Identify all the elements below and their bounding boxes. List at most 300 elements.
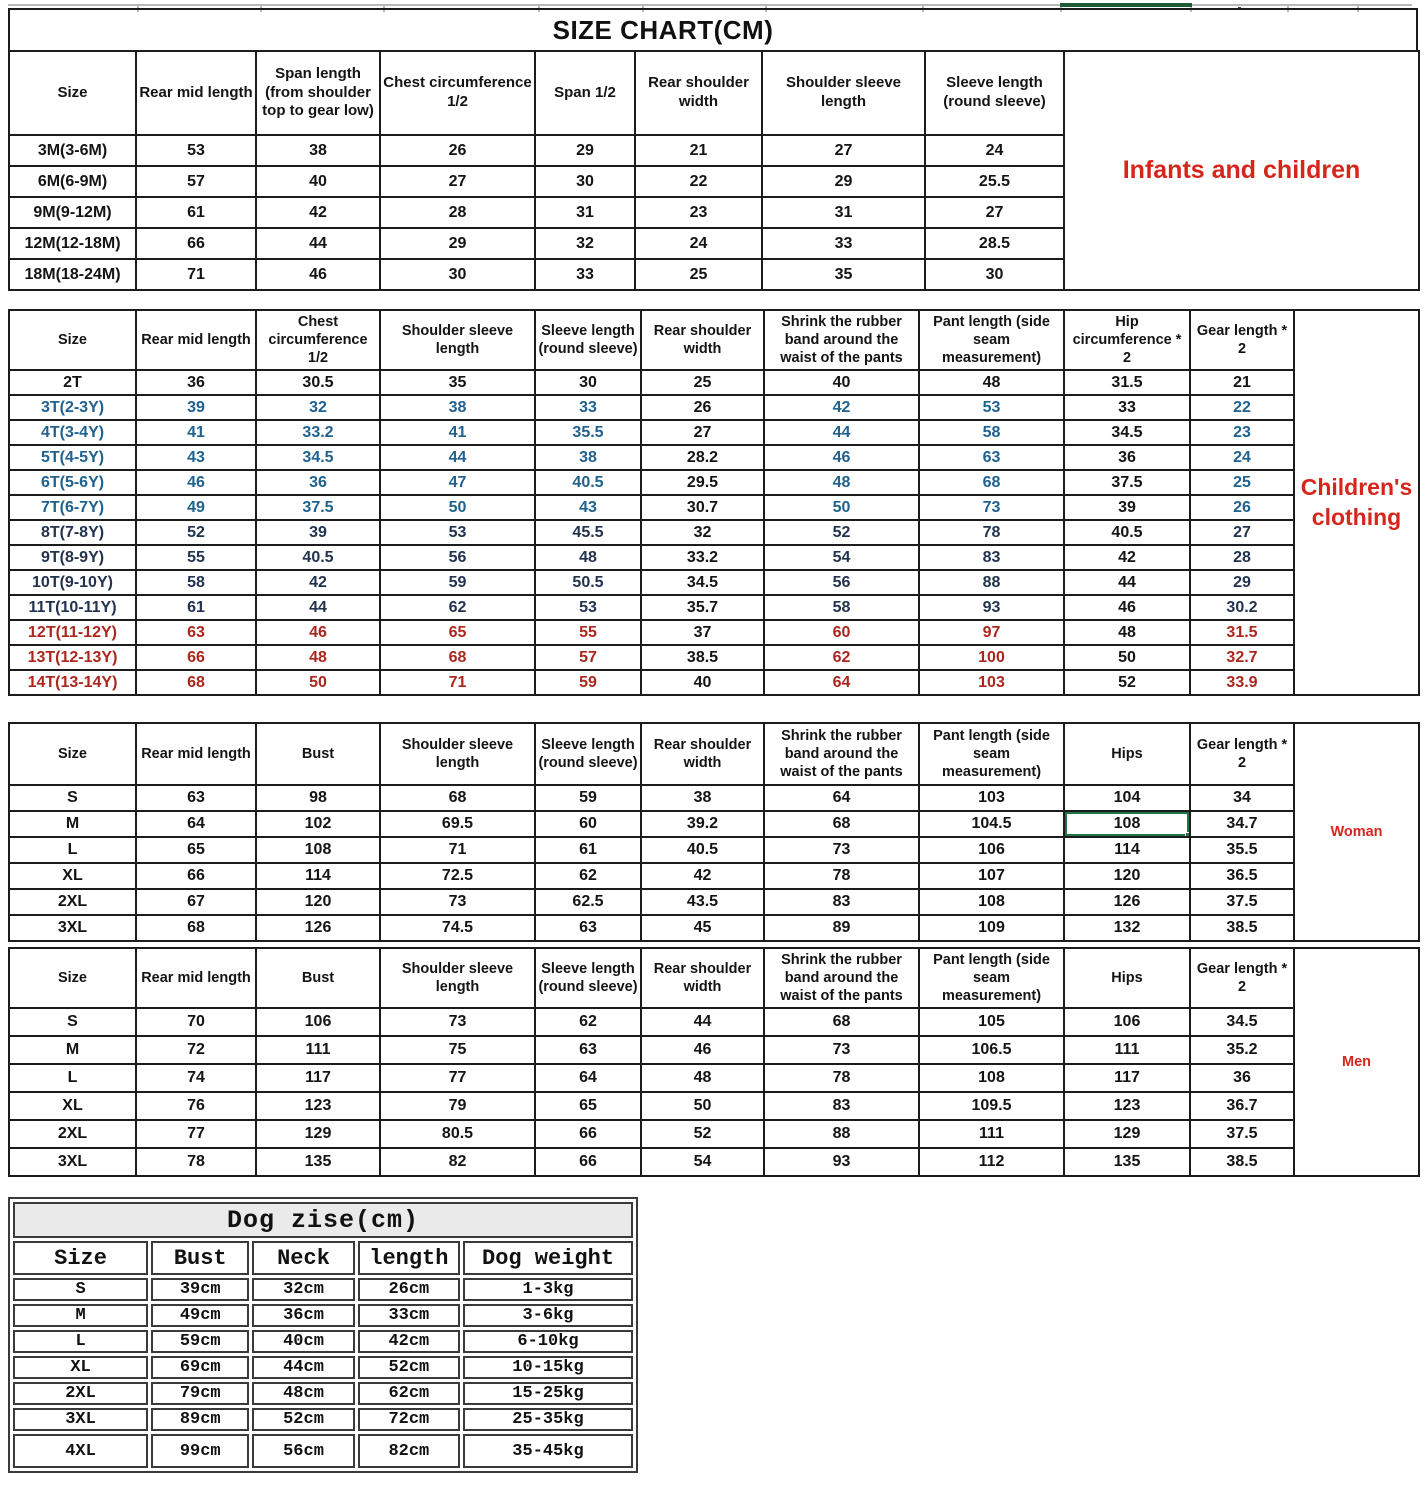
- column-header: Size: [9, 948, 136, 1008]
- value-cell: 44: [256, 595, 380, 620]
- value-cell: 109: [919, 915, 1064, 941]
- value-cell: 26: [380, 135, 535, 166]
- group-label: Men: [1294, 948, 1419, 1176]
- value-cell: 60: [764, 620, 919, 645]
- size-cell: 3XL: [9, 915, 136, 941]
- value-cell: 21: [1190, 370, 1294, 395]
- value-cell: 32cm: [252, 1278, 354, 1301]
- value-cell: 77: [380, 1064, 535, 1092]
- value-cell: 32: [535, 228, 635, 259]
- value-cell: 78: [764, 863, 919, 889]
- column-header: Sleeve length (round sleeve): [535, 948, 641, 1008]
- value-cell: 46: [256, 620, 380, 645]
- value-cell: 53: [919, 395, 1064, 420]
- value-cell: 41: [380, 420, 535, 445]
- value-cell: 68: [136, 915, 256, 941]
- size-cell: S: [9, 1008, 136, 1036]
- value-cell: 29: [535, 135, 635, 166]
- value-cell: 66: [136, 863, 256, 889]
- size-cell: S: [9, 785, 136, 811]
- value-cell: 25: [641, 370, 764, 395]
- men-size-table: [8, 947, 1420, 1177]
- column-header: Pant length (side seam measurement): [919, 948, 1064, 1008]
- value-cell: 123: [1064, 1092, 1190, 1120]
- value-cell: 33: [762, 228, 925, 259]
- value-cell: 66: [535, 1148, 641, 1176]
- value-cell: 117: [1064, 1064, 1190, 1092]
- selected-column-indicator: [1060, 3, 1192, 7]
- size-cell: 3XL: [9, 1148, 136, 1176]
- value-cell: 111: [919, 1120, 1064, 1148]
- value-cell: 52cm: [252, 1408, 354, 1431]
- value-cell: 39: [1064, 495, 1190, 520]
- value-cell: 49cm: [151, 1304, 249, 1327]
- value-cell: 100: [919, 645, 1064, 670]
- value-cell: 97: [919, 620, 1064, 645]
- value-cell: 27: [1190, 520, 1294, 545]
- value-cell: 103: [919, 785, 1064, 811]
- value-cell: 24: [1190, 445, 1294, 470]
- children-size-table: [8, 309, 1420, 696]
- size-cell: 12T(11-12Y): [9, 620, 136, 645]
- value-cell: 43: [136, 445, 256, 470]
- value-cell: 66: [535, 1120, 641, 1148]
- value-cell: 58: [136, 570, 256, 595]
- value-cell: 61: [136, 197, 256, 228]
- value-cell: 111: [1064, 1036, 1190, 1064]
- infants-size-table: [8, 50, 1420, 291]
- value-cell: 38: [380, 395, 535, 420]
- value-cell: 48: [535, 545, 641, 570]
- size-cell: 6T(5-6Y): [9, 470, 136, 495]
- value-cell: 44cm: [252, 1356, 354, 1379]
- value-cell: 42: [641, 863, 764, 889]
- value-cell: 33.9: [1190, 670, 1294, 695]
- value-cell: 108: [919, 889, 1064, 915]
- value-cell: 46: [764, 445, 919, 470]
- column-header: Shrink the rubber band around the waist of the pants: [764, 723, 919, 785]
- value-cell: 83: [919, 545, 1064, 570]
- value-cell: 29: [380, 228, 535, 259]
- value-cell: 89cm: [151, 1408, 249, 1431]
- value-cell: 63: [535, 1036, 641, 1064]
- column-header: Span 1/2: [535, 51, 635, 135]
- value-cell: 62: [764, 645, 919, 670]
- column-header: Shrink the rubber band around the waist of the pants: [764, 310, 919, 370]
- value-cell: 44: [1064, 570, 1190, 595]
- value-cell: 31.5: [1064, 370, 1190, 395]
- value-cell: 48: [641, 1064, 764, 1092]
- value-cell: 6-10kg: [463, 1330, 633, 1353]
- value-cell: 58: [764, 595, 919, 620]
- value-cell: 72cm: [358, 1408, 460, 1431]
- value-cell: 44: [764, 420, 919, 445]
- value-cell: 42: [256, 570, 380, 595]
- value-cell: 30.5: [256, 370, 380, 395]
- value-cell: 54: [641, 1148, 764, 1176]
- value-cell: 33: [535, 395, 641, 420]
- value-cell: 36: [1064, 445, 1190, 470]
- value-cell: 44: [380, 445, 535, 470]
- value-cell: 65: [136, 837, 256, 863]
- value-cell: 73: [764, 837, 919, 863]
- value-cell: 35.2: [1190, 1036, 1294, 1064]
- value-cell: 79: [380, 1092, 535, 1120]
- value-cell: 106: [919, 837, 1064, 863]
- value-cell: 62: [535, 1008, 641, 1036]
- size-cell: 4XL: [13, 1434, 148, 1468]
- column-header: Chest circumference 1/2: [256, 310, 380, 370]
- column-header: Bust: [256, 948, 380, 1008]
- column-header: length: [358, 1241, 460, 1275]
- value-cell: 76: [136, 1092, 256, 1120]
- value-cell: 36: [136, 370, 256, 395]
- value-cell: 43.5: [641, 889, 764, 915]
- value-cell: 63: [136, 620, 256, 645]
- value-cell: 46: [1064, 595, 1190, 620]
- size-cell: 5T(4-5Y): [9, 445, 136, 470]
- column-header: Dog weight: [463, 1241, 633, 1275]
- value-cell: 56cm: [252, 1434, 354, 1468]
- value-cell: 73: [919, 495, 1064, 520]
- size-cell: M: [13, 1304, 148, 1327]
- value-cell: 37.5: [1190, 889, 1294, 915]
- column-header: Rear mid length: [136, 723, 256, 785]
- column-header: Shoulder sleeve length: [380, 310, 535, 370]
- value-cell: 33: [535, 259, 635, 290]
- value-cell: 63: [136, 785, 256, 811]
- value-cell: 63: [535, 915, 641, 941]
- size-cell: 2XL: [13, 1382, 148, 1405]
- value-cell: 67: [136, 889, 256, 915]
- value-cell: 106.5: [919, 1036, 1064, 1064]
- size-cell: 2T: [9, 370, 136, 395]
- value-cell: 50: [256, 670, 380, 695]
- value-cell: 27: [641, 420, 764, 445]
- column-header: Hip circumference * 2: [1064, 310, 1190, 370]
- value-cell: 40.5: [641, 837, 764, 863]
- value-cell: 135: [1064, 1148, 1190, 1176]
- value-cell: 57: [136, 166, 256, 197]
- table-title: Dog zise(cm): [13, 1202, 633, 1238]
- excel-column-ruler: [8, 4, 1412, 6]
- value-cell: 39: [136, 395, 256, 420]
- size-cell: 4T(3-4Y): [9, 420, 136, 445]
- value-cell: 70: [136, 1008, 256, 1036]
- value-cell: 30: [535, 370, 641, 395]
- value-cell: 24: [635, 228, 762, 259]
- value-cell: 32: [256, 395, 380, 420]
- value-cell: 23: [635, 197, 762, 228]
- value-cell: 36: [1190, 1064, 1294, 1092]
- value-cell: 44: [641, 1008, 764, 1036]
- value-cell: 52: [136, 520, 256, 545]
- value-cell: 28: [1190, 545, 1294, 570]
- value-cell: 22: [635, 166, 762, 197]
- column-header: Neck: [252, 1241, 354, 1275]
- size-cell: XL: [9, 1092, 136, 1120]
- value-cell: 93: [764, 1148, 919, 1176]
- value-cell: 126: [1064, 889, 1190, 915]
- value-cell: 27: [380, 166, 535, 197]
- column-header: Sleeve length (round sleeve): [535, 723, 641, 785]
- value-cell: 82: [380, 1148, 535, 1176]
- value-cell: 30: [535, 166, 635, 197]
- value-cell: 28.5: [925, 228, 1064, 259]
- size-cell: 6M(6-9M): [9, 166, 136, 197]
- value-cell: 48: [256, 645, 380, 670]
- column-header: Sleeve length (round sleeve): [535, 310, 641, 370]
- value-cell: 50: [641, 1092, 764, 1120]
- value-cell: 29: [762, 166, 925, 197]
- value-cell: 43: [535, 495, 641, 520]
- value-cell: 1-3kg: [463, 1278, 633, 1301]
- value-cell: 50.5: [535, 570, 641, 595]
- value-cell: 34.5: [1190, 1008, 1294, 1036]
- column-header: Sleeve length (round sleeve): [925, 51, 1064, 135]
- value-cell: 48cm: [252, 1382, 354, 1405]
- value-cell: 30: [925, 259, 1064, 290]
- value-cell: 27: [925, 197, 1064, 228]
- value-cell: 61: [136, 595, 256, 620]
- value-cell: 72: [136, 1036, 256, 1064]
- value-cell: 35.5: [535, 420, 641, 445]
- value-cell: 30.2: [1190, 595, 1294, 620]
- value-cell: 52: [764, 520, 919, 545]
- value-cell: 68: [764, 1008, 919, 1036]
- value-cell: 24: [925, 135, 1064, 166]
- value-cell: 39: [256, 520, 380, 545]
- value-cell: 68: [919, 470, 1064, 495]
- value-cell: 60: [535, 811, 641, 837]
- value-cell: 42: [764, 395, 919, 420]
- value-cell: 106: [1064, 1008, 1190, 1036]
- value-cell: 64: [764, 785, 919, 811]
- value-cell: 36: [256, 470, 380, 495]
- size-cell: L: [9, 1064, 136, 1092]
- value-cell: 78: [764, 1064, 919, 1092]
- value-cell: 55: [535, 620, 641, 645]
- size-cell: 14T(13-14Y): [9, 670, 136, 695]
- value-cell: 114: [1064, 837, 1190, 863]
- value-cell: 45: [641, 915, 764, 941]
- value-cell: 99cm: [151, 1434, 249, 1468]
- size-cell: S: [13, 1278, 148, 1301]
- value-cell: 114: [256, 863, 380, 889]
- value-cell: 120: [1064, 863, 1190, 889]
- value-cell: 46: [256, 259, 380, 290]
- value-cell: 93: [919, 595, 1064, 620]
- dog-size-table: [8, 1197, 638, 1473]
- value-cell: 79cm: [151, 1382, 249, 1405]
- value-cell: 40: [256, 166, 380, 197]
- value-cell: 65: [535, 1092, 641, 1120]
- column-header: Hips: [1064, 723, 1190, 785]
- column-header: Size: [9, 723, 136, 785]
- size-cell: L: [9, 837, 136, 863]
- value-cell: 25.5: [925, 166, 1064, 197]
- value-cell: 25: [1190, 470, 1294, 495]
- value-cell: 38: [641, 785, 764, 811]
- value-cell: 69.5: [380, 811, 535, 837]
- value-cell: 129: [256, 1120, 380, 1148]
- value-cell: 132: [1064, 915, 1190, 941]
- column-header: Size: [13, 1241, 148, 1275]
- column-header: Shrink the rubber band around the waist of the pants: [764, 948, 919, 1008]
- value-cell: 23: [1190, 420, 1294, 445]
- value-cell: 25: [635, 259, 762, 290]
- value-cell: 32: [641, 520, 764, 545]
- value-cell: 26cm: [358, 1278, 460, 1301]
- value-cell: 35.7: [641, 595, 764, 620]
- size-cell: XL: [9, 863, 136, 889]
- value-cell: 73: [380, 889, 535, 915]
- column-header: Rear shoulder width: [641, 310, 764, 370]
- size-cell: XL: [13, 1356, 148, 1379]
- value-cell: 29.5: [641, 470, 764, 495]
- size-cell: 9M(9-12M): [9, 197, 136, 228]
- group-label: Infants and children: [1064, 51, 1419, 290]
- column-header: Pant length (side seam measurement): [919, 723, 1064, 785]
- value-cell: 104: [1064, 785, 1190, 811]
- value-cell: 48: [919, 370, 1064, 395]
- column-header: Rear shoulder width: [641, 723, 764, 785]
- value-cell: 33.2: [256, 420, 380, 445]
- value-cell: 59: [535, 670, 641, 695]
- value-cell: 40: [764, 370, 919, 395]
- value-cell: 73: [764, 1036, 919, 1064]
- value-cell: 48: [1064, 620, 1190, 645]
- value-cell: 41: [136, 420, 256, 445]
- value-cell: 26: [641, 395, 764, 420]
- value-cell: 53: [136, 135, 256, 166]
- value-cell: 37: [641, 620, 764, 645]
- value-cell: 74: [136, 1064, 256, 1092]
- value-cell: 35: [762, 259, 925, 290]
- value-cell: 57: [535, 645, 641, 670]
- column-header: Rear mid length: [136, 948, 256, 1008]
- value-cell: 56: [380, 545, 535, 570]
- value-cell: 49: [136, 495, 256, 520]
- value-cell: 33: [1064, 395, 1190, 420]
- value-cell: 123: [256, 1092, 380, 1120]
- value-cell: 64: [535, 1064, 641, 1092]
- value-cell: 62cm: [358, 1382, 460, 1405]
- value-cell: 40: [641, 670, 764, 695]
- size-cell: 9T(8-9Y): [9, 545, 136, 570]
- size-cell: 3M(3-6M): [9, 135, 136, 166]
- column-header: Span length (from shoulder top to gear low): [256, 51, 380, 135]
- value-cell: 106: [256, 1008, 380, 1036]
- size-cell: 2XL: [9, 1120, 136, 1148]
- value-cell: 48: [764, 470, 919, 495]
- column-header: Hips: [1064, 948, 1190, 1008]
- value-cell: 35.5: [1190, 837, 1294, 863]
- value-cell: 30.7: [641, 495, 764, 520]
- column-header: Size: [9, 310, 136, 370]
- value-cell: 35: [380, 370, 535, 395]
- value-cell: 22: [1190, 395, 1294, 420]
- value-cell: 126: [256, 915, 380, 941]
- value-cell: 88: [919, 570, 1064, 595]
- value-cell: 38.5: [1190, 1148, 1294, 1176]
- value-cell: 46: [136, 470, 256, 495]
- value-cell: 47: [380, 470, 535, 495]
- column-header: Rear shoulder width: [635, 51, 762, 135]
- value-cell: 52: [1064, 670, 1190, 695]
- value-cell: 53: [535, 595, 641, 620]
- column-header: Shoulder sleeve length: [380, 948, 535, 1008]
- value-cell: 36cm: [252, 1304, 354, 1327]
- size-cell: 12M(12-18M): [9, 228, 136, 259]
- value-cell: 78: [136, 1148, 256, 1176]
- value-cell: 109.5: [919, 1092, 1064, 1120]
- value-cell: 103: [919, 670, 1064, 695]
- value-cell: 15-25kg: [463, 1382, 633, 1405]
- value-cell: 55: [136, 545, 256, 570]
- size-cell: M: [9, 811, 136, 837]
- content-area: [8, 8, 1420, 1473]
- value-cell: 107: [919, 863, 1064, 889]
- size-cell: M: [9, 1036, 136, 1064]
- column-header: Gear length * 2: [1190, 310, 1294, 370]
- value-cell: 68: [380, 785, 535, 811]
- value-cell: 10-15kg: [463, 1356, 633, 1379]
- value-cell: 88: [764, 1120, 919, 1148]
- value-cell: 40.5: [1064, 520, 1190, 545]
- size-cell: 11T(10-11Y): [9, 595, 136, 620]
- value-cell: 66: [136, 228, 256, 259]
- value-cell: 64: [764, 670, 919, 695]
- value-cell: 33.2: [641, 545, 764, 570]
- value-cell: 104.5: [919, 811, 1064, 837]
- size-cell: 2XL: [9, 889, 136, 915]
- value-cell: 28.2: [641, 445, 764, 470]
- value-cell: 31.5: [1190, 620, 1294, 645]
- value-cell: 50: [380, 495, 535, 520]
- column-header: Gear length * 2: [1190, 948, 1294, 1008]
- woman-size-table: [8, 722, 1420, 942]
- size-cell: L: [13, 1330, 148, 1353]
- value-cell: 98: [256, 785, 380, 811]
- value-cell: 105: [919, 1008, 1064, 1036]
- value-cell: 82cm: [358, 1434, 460, 1468]
- value-cell: 72.5: [380, 863, 535, 889]
- value-cell: 52cm: [358, 1356, 460, 1379]
- page-title: SIZE CHART(CM): [8, 8, 1418, 52]
- value-cell: 45.5: [535, 520, 641, 545]
- value-cell: 69cm: [151, 1356, 249, 1379]
- column-header: Bust: [151, 1241, 249, 1275]
- value-cell: 42: [256, 197, 380, 228]
- column-header: Pant length (side seam measurement): [919, 310, 1064, 370]
- value-cell: 75: [380, 1036, 535, 1064]
- value-cell: 34.5: [256, 445, 380, 470]
- value-cell: 33cm: [358, 1304, 460, 1327]
- value-cell: 108: [919, 1064, 1064, 1092]
- value-cell: 34.7: [1190, 811, 1294, 837]
- value-cell: 73: [380, 1008, 535, 1036]
- value-cell: 46: [641, 1036, 764, 1064]
- value-cell: 68: [136, 670, 256, 695]
- value-cell: 71: [380, 837, 535, 863]
- size-cell: 13T(12-13Y): [9, 645, 136, 670]
- value-cell: 78: [919, 520, 1064, 545]
- column-header: Size: [9, 51, 136, 135]
- value-cell: 64: [136, 811, 256, 837]
- selected-cell: 108: [1064, 811, 1190, 837]
- size-cell: 7T(6-7Y): [9, 495, 136, 520]
